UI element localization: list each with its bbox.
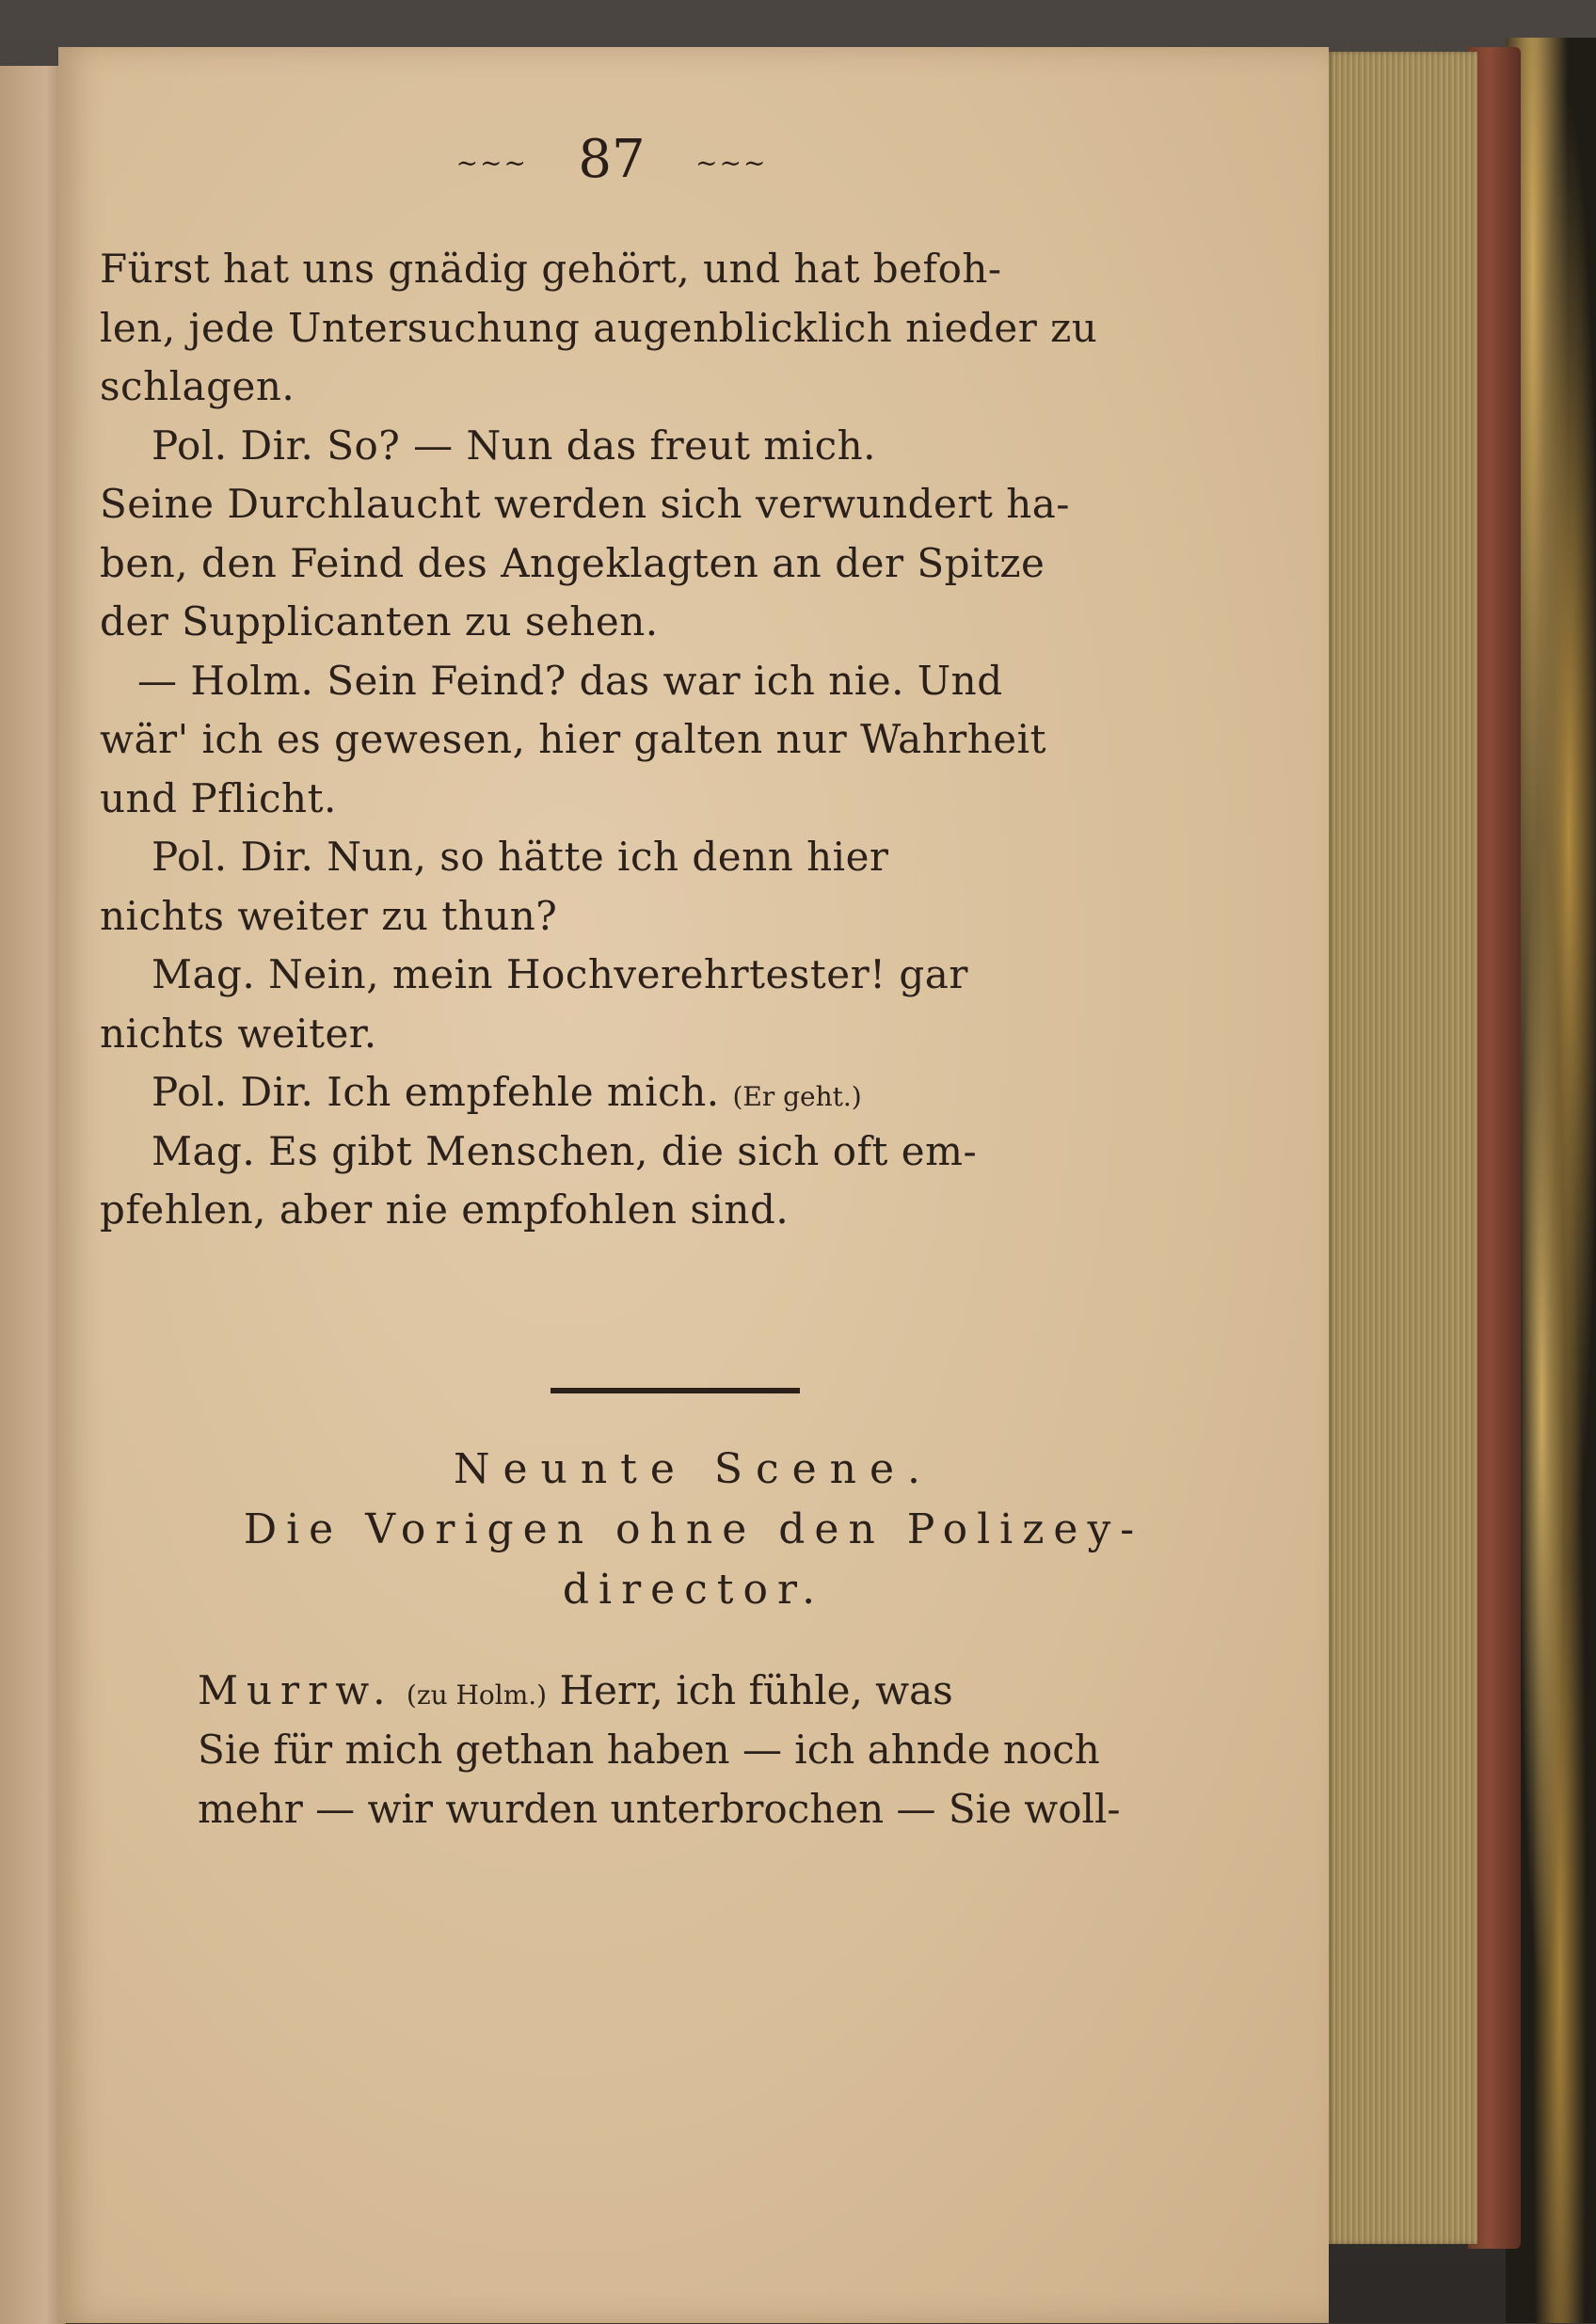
page-number: 87: [578, 129, 646, 190]
text-line: und Pflicht.: [100, 774, 337, 821]
scene-title: Neunte Scene.: [453, 1445, 934, 1493]
text-line: der Supplicanten zu sehen.: [100, 598, 659, 645]
text-line: Sie für mich gethan haben — ich ahnde noch: [198, 1727, 1100, 1773]
text-line: [100, 1063, 1173, 1122]
text-line: mehr — wir wurden unterbrochen — Sie woll-: [198, 1786, 1121, 1832]
text-line: Mag. Nein, mein Hochverehrtester! gar: [152, 951, 968, 997]
body-text: [100, 240, 1173, 1240]
text-line: nichts weiter.: [100, 1010, 377, 1057]
text-line: Fürst hat uns gnädig gehört, und hat befoh-: [100, 246, 1002, 292]
page-block-edges: [1327, 52, 1477, 2244]
facing-page-strip: [0, 66, 66, 2324]
text-line: [198, 1661, 1195, 1720]
text-line: Pol. Dir. So? — Nun das freut mich.: [152, 422, 876, 469]
text-line: ben, den Feind des Angeklagten an der Spitze: [100, 539, 1045, 586]
scene-subtitle: Die Vorigen ohne den Polizey-: [243, 1505, 1144, 1553]
text-line: Mag. Es gibt Menschen, die sich oft em-: [152, 1127, 978, 1174]
text-line: Seine Durchlaucht werden sich verwundert ha-: [100, 481, 1070, 527]
ornament-left: ~~~: [455, 147, 528, 179]
ornament-right: ~~~: [695, 147, 768, 179]
scene-subtitle: director.: [562, 1566, 825, 1614]
text-line: — Holm. Sein Feind? das war ich nie. Und: [137, 657, 1003, 704]
text-line: Pol. Dir. Nun, so hätte ich denn hier: [152, 834, 889, 880]
text-line: pfehlen, aber nie empfohlen sind.: [100, 1186, 790, 1233]
scene-heading: [58, 1440, 1329, 1620]
dialogue: [198, 1661, 1195, 1839]
text-line: len, jede Untersuchung augenblicklich nieder zu: [100, 304, 1098, 351]
scene-divider: [551, 1388, 800, 1393]
page-header: [376, 122, 847, 198]
speaker-name: Murrw.: [198, 1667, 394, 1713]
text-line: schlagen.: [100, 363, 295, 409]
stage-direction: (zu Holm.): [406, 1679, 548, 1711]
text-line: wär' ich es gewesen, hier galten nur Wahrheit: [100, 716, 1046, 762]
text-line: nichts weiter zu thun?: [100, 892, 558, 939]
line-text: Herr, ich fühle, was: [559, 1667, 953, 1713]
stage-direction: (Er geht.): [732, 1081, 862, 1112]
line-text: Pol. Dir. Ich empfehle mich.: [152, 1069, 720, 1115]
